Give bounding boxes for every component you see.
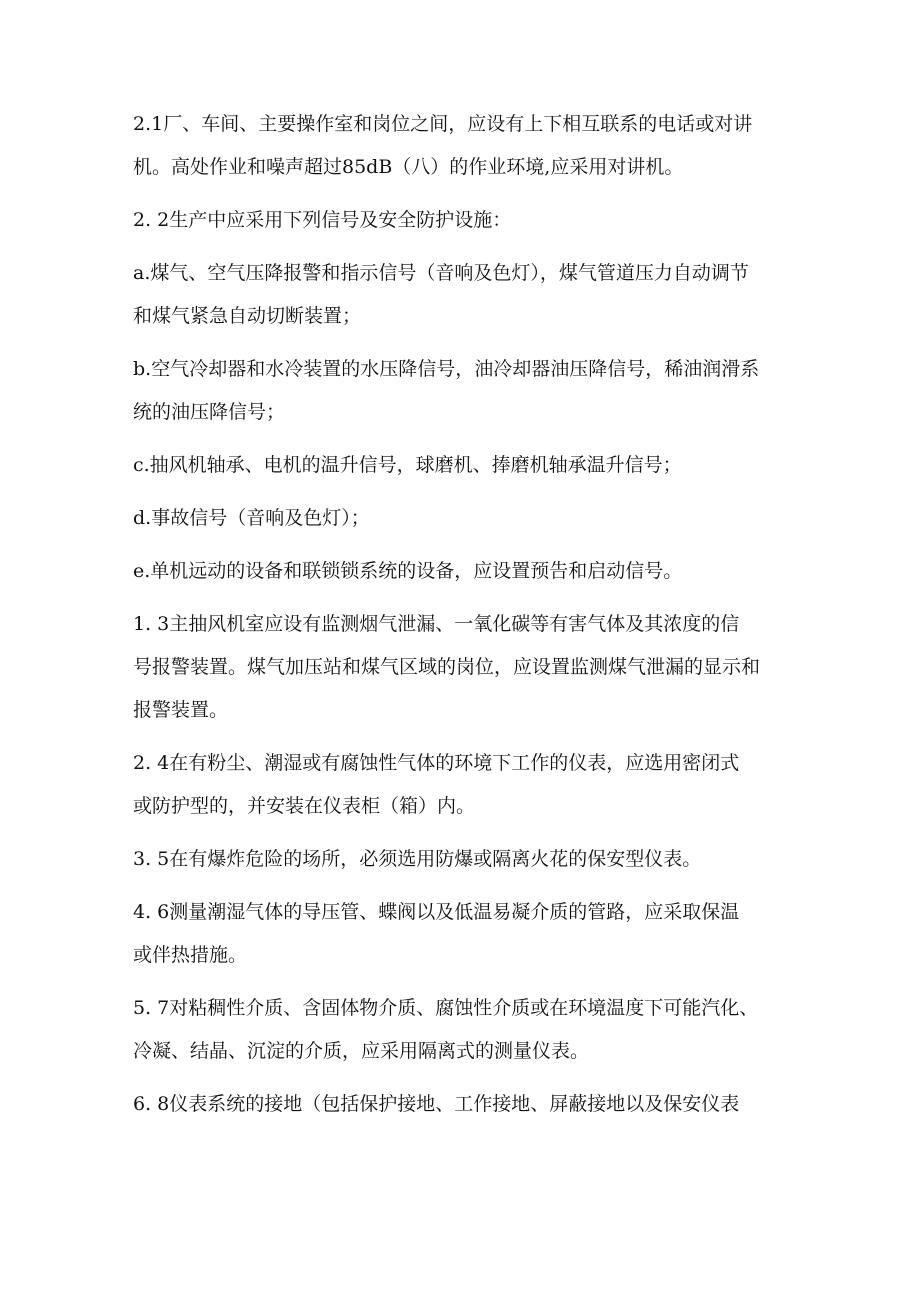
text-line: 2. 2生产中应采用下列信号及安全防护设施： [133,209,512,231]
text-line: 或伴热措施。 [133,944,248,966]
text-line: c.抽风机轴承、电机的温升信号，球磨机、捧磨机轴承温升信号； [133,454,682,476]
text-line: 和煤气紧急自动切断装置； [133,305,362,327]
text-line: b.空气冷却器和水冷装置的水压降信号，油冷却器油压降信号，稀油润滑系 [133,358,760,380]
document-body [133,112,803,1116]
text-line: 或防护型的，并安装在仪表柜（箱）内。 [133,795,476,817]
text-line: 3. 5在有爆炸危险的场所，必须选用防爆或隔离火花的保安型仪表。 [133,848,702,870]
text-line: 6. 8仪表系统的接地（包括保护接地、工作接地、屏蔽接地以及保安仪表 [133,1093,740,1115]
text-line: 2.1厂、车间、主要操作室和岗位之间，应设有上下相互联系的电话或对讲 [133,113,753,135]
text-line: 冷凝、结晶、沉淀的介质，应采用隔离式的测量仪表。 [133,1040,590,1062]
text-line: 2. 4在有粉尘、潮湿或有腐蚀性气体的环境下工作的仪表，应选用密闭式 [133,752,740,774]
text-line: 5. 7对粘稠性介质、含固体物介质、腐蚀性介质或在环境温度下可能汽化、 [133,997,759,1019]
text-line: 机。高处作业和噪声超过85dB（八）的作业环境,应采用对讲机。 [133,156,684,178]
text-line: 报警装置。 [133,699,229,721]
text-line: 统的油压降信号； [133,401,286,423]
text-line: 1. 3主抽风机室应设有监测烟气泄漏、一氧化碳等有害气体及其浓度的信 [133,613,740,635]
text-line: d.事故信号（音响及色灯）； [133,507,370,529]
text-line: 4. 6测量潮湿气体的导压管、蝶阀以及低温易凝介质的管路，应采取保温 [133,901,740,923]
text-line: e.单机远动的设备和联锁锁系统的设备，应设置预告和启动信号。 [133,560,683,582]
text-line: a.煤气、空气压降报警和指示信号（音响及色灯），煤气管道压力自动调节 [133,262,749,284]
text-line: 号报警装置。煤气加压站和煤气区域的岗位，应设置监测煤气泄漏的显示和 [133,656,761,678]
